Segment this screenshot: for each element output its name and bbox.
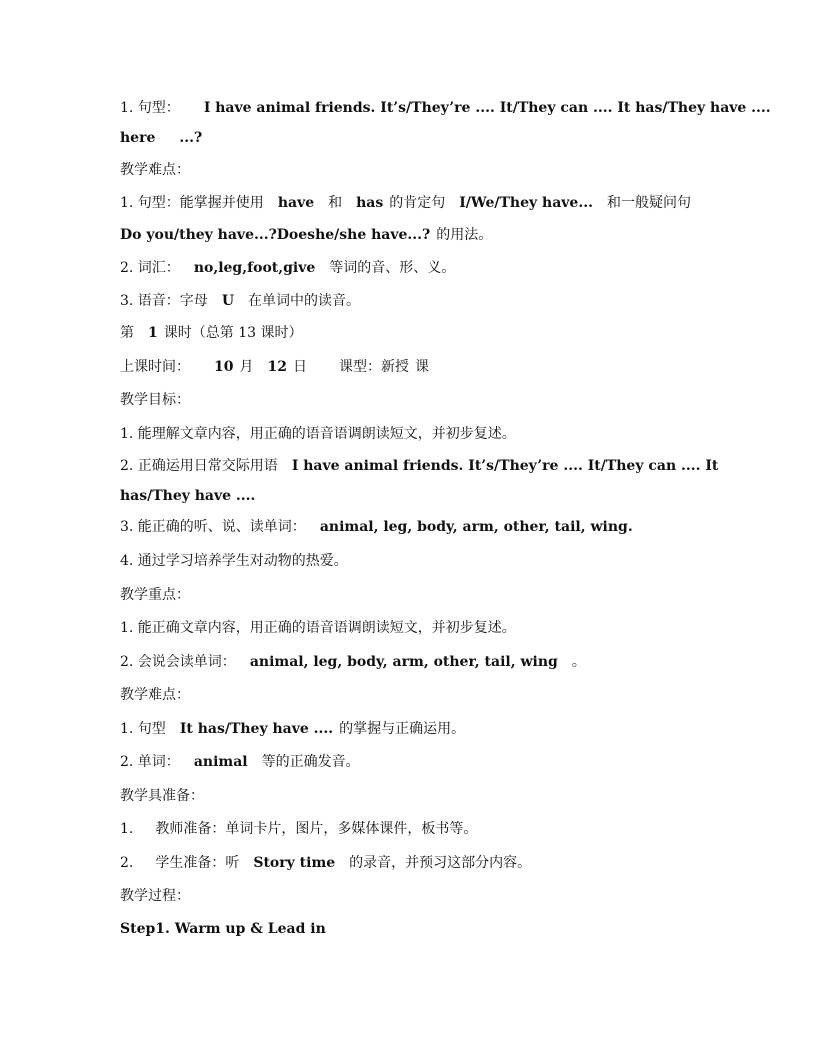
english-word: have xyxy=(277,195,315,211)
line-text: 的录音，并预习这部分内容。 xyxy=(349,855,532,871)
english-text: I have animal friends. It’s/They’re .... It/They can .... It has/They have .... xyxy=(203,100,771,116)
day-number: 12 xyxy=(267,359,287,375)
materials-item-2 xyxy=(120,853,531,873)
line-text: 第 xyxy=(120,325,134,341)
english-text: It has/They have .... xyxy=(179,721,334,737)
line-text: 和一般疑问句 xyxy=(606,195,691,211)
step-1-heading: Step1. Warm up & Lead in xyxy=(120,921,326,937)
lesson-number-line xyxy=(120,323,302,343)
english-text: U xyxy=(221,293,235,309)
line-text: 2. 词汇： xyxy=(120,260,180,276)
english-text: I/We/They have... xyxy=(459,195,593,211)
line-text: 的肯定句 xyxy=(389,195,446,211)
materials-item-1 xyxy=(120,819,477,839)
objective-item-2 xyxy=(120,456,718,476)
line-text: 2. 会说会读单词： xyxy=(120,654,236,670)
sentence-pattern-continued xyxy=(120,128,202,148)
line-text: 1. 句型：能掌握并使用 xyxy=(120,195,264,211)
line-text: 在单词中的读音。 xyxy=(248,293,361,309)
line-text: 2. 正确运用日常交际用语 xyxy=(120,458,278,474)
line-text: 学生准备：听 xyxy=(155,855,240,871)
difficulty-item-1-continued xyxy=(120,225,492,245)
english-text: here xyxy=(120,130,156,146)
english-text: no,leg,foot,give xyxy=(193,260,316,276)
section-heading-materials: 教学具准备： xyxy=(120,788,204,804)
english-text: Story time xyxy=(253,855,336,871)
english-text: Do you/they have...?Doeshe/she have...? xyxy=(120,227,431,243)
english-text: animal xyxy=(193,754,248,770)
month-number: 10 xyxy=(214,359,234,375)
line-text: 2. 单词： xyxy=(120,754,180,770)
line-text: 。 xyxy=(571,654,586,670)
difficulty-item-1 xyxy=(120,193,691,213)
class-time-line xyxy=(120,357,429,377)
difficulty-item-1b xyxy=(120,719,465,739)
line-text: 的用法。 xyxy=(436,227,493,243)
section-heading-objectives: 教学目标： xyxy=(120,392,190,408)
month-label: 月 xyxy=(239,359,254,375)
line-text: 1. 句型 xyxy=(120,721,166,737)
line-text: 等的正确发音。 xyxy=(261,754,360,770)
lesson-type-end: 课 xyxy=(414,359,429,375)
key-point-item-1: 1. 能正确文章内容，用正确的语音语调朗读短文，并初步复述。 xyxy=(120,620,516,636)
english-text: ...? xyxy=(179,130,203,146)
section-heading-process: 教学过程： xyxy=(120,888,190,904)
difficulty-item-2 xyxy=(120,258,455,278)
line-text: 3. 能正确的听、说、读单词： xyxy=(120,519,306,535)
section-heading-difficulties: 教学难点： xyxy=(120,162,190,178)
difficulty-item-3 xyxy=(120,291,360,311)
objective-item-4: 4. 通过学习培养学生对动物的热爱。 xyxy=(120,553,348,569)
english-text: has/They have .... xyxy=(120,488,256,504)
line-text: 课时（总第 13 课时） xyxy=(163,325,303,341)
item-number: 2. xyxy=(120,855,134,871)
line-text: 的掌握与正确运用。 xyxy=(339,721,466,737)
line-text: 教师准备：单词卡片，图片，多媒体课件，板书等。 xyxy=(155,821,478,837)
item-number: 1. xyxy=(120,821,134,837)
lesson-number: 1 xyxy=(148,325,158,341)
objective-item-2-continued xyxy=(120,486,255,506)
line-text: 等词的音、形、义。 xyxy=(329,260,456,276)
key-point-item-2 xyxy=(120,652,586,672)
line-label: 1. 句型： xyxy=(120,100,180,116)
objective-item-3 xyxy=(120,517,633,537)
lesson-type: 课型：新授 xyxy=(338,359,409,375)
line-text: 和 xyxy=(328,195,343,211)
section-heading-difficulties-2: 教学难点： xyxy=(120,687,190,703)
english-text: I have animal friends. It’s/They’re .... It/They can .... It xyxy=(291,458,719,474)
class-time-label: 上课时间： xyxy=(120,359,190,375)
section-heading-key-points: 教学重点： xyxy=(120,587,190,603)
sentence-pattern-line xyxy=(120,98,771,118)
english-text: animal, leg, body, arm, other, tail, wing xyxy=(249,654,558,670)
english-text: animal, leg, body, arm, other, tail, wing. xyxy=(319,519,633,535)
english-word: has xyxy=(356,195,384,211)
day-label: 日 xyxy=(292,359,307,375)
line-text: 3. 语音：字母 xyxy=(120,293,208,309)
objective-item-1: 1. 能理解文章内容，用正确的语音语调朗读短文，并初步复述。 xyxy=(120,426,516,442)
difficulty-item-2b xyxy=(120,752,360,772)
